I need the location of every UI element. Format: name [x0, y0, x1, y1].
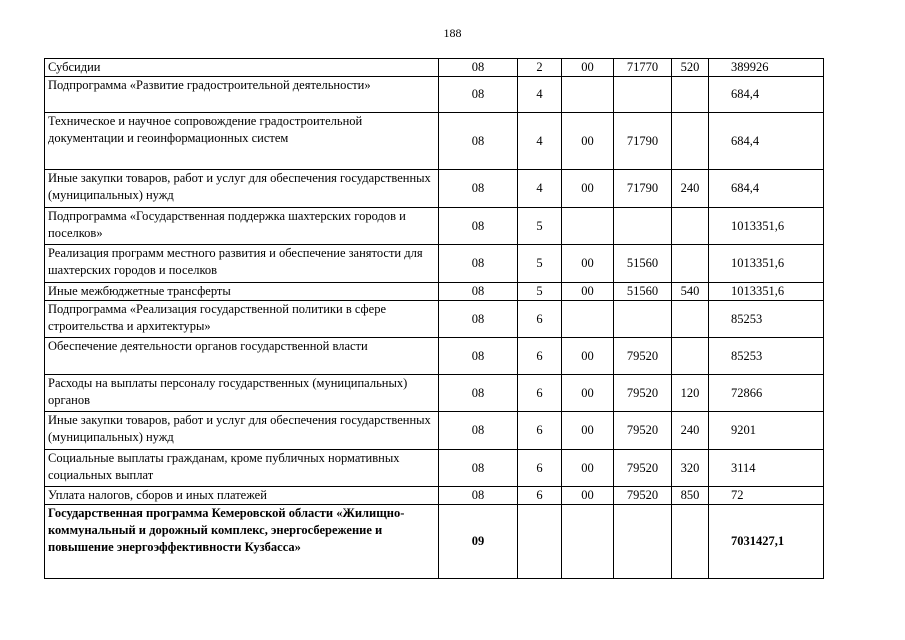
- section-code: 08: [439, 77, 518, 113]
- row-name: Иные закупки товаров, работ и услуг для обеспечения государственных (муниципальных) нужд: [45, 170, 439, 208]
- subprogram-code: [518, 505, 562, 579]
- direction-code: 00: [562, 487, 614, 505]
- expense-type-code: [672, 338, 709, 375]
- amount: 72: [709, 487, 824, 505]
- expense-type-code: 240: [672, 412, 709, 450]
- amount: 1013351,6: [709, 208, 824, 245]
- section-code: 08: [439, 245, 518, 283]
- table-row: [45, 301, 824, 338]
- expense-code: 79520: [614, 338, 672, 375]
- subprogram-code: 5: [518, 245, 562, 283]
- direction-code: 00: [562, 170, 614, 208]
- section-code: 08: [439, 208, 518, 245]
- direction-code: 00: [562, 283, 614, 301]
- expense-code: [614, 208, 672, 245]
- row-name: Социальные выплаты гражданам, кроме публичных нормативных социальных выплат: [45, 450, 439, 487]
- section-code: 08: [439, 375, 518, 412]
- amount: 1013351,6: [709, 245, 824, 283]
- expense-code: [614, 505, 672, 579]
- expense-type-code: [672, 113, 709, 170]
- section-code: 08: [439, 113, 518, 170]
- expense-type-code: [672, 208, 709, 245]
- section-code: 08: [439, 338, 518, 375]
- table-row: [45, 338, 824, 375]
- expense-code: 79520: [614, 487, 672, 505]
- amount: 684,4: [709, 170, 824, 208]
- expense-code: 71790: [614, 170, 672, 208]
- expense-code: 51560: [614, 245, 672, 283]
- table-row: [45, 59, 824, 77]
- amount: 684,4: [709, 77, 824, 113]
- expense-type-code: [672, 301, 709, 338]
- expense-code: 71790: [614, 113, 672, 170]
- amount: 3114: [709, 450, 824, 487]
- table-row: [45, 77, 824, 113]
- table-row: [45, 283, 824, 301]
- amount: 9201: [709, 412, 824, 450]
- row-name: Уплата налогов, сборов и иных платежей: [45, 487, 439, 505]
- row-name: Обеспечение деятельности органов государственной власти: [45, 338, 439, 375]
- subprogram-code: 5: [518, 208, 562, 245]
- subprogram-code: 6: [518, 301, 562, 338]
- row-name: Иные межбюджетные трансферты: [45, 283, 439, 301]
- subprogram-code: 6: [518, 412, 562, 450]
- expense-code: [614, 77, 672, 113]
- table-row: [45, 450, 824, 487]
- section-code: 08: [439, 487, 518, 505]
- table-row: [45, 505, 824, 579]
- section-code: 08: [439, 412, 518, 450]
- row-name: Подпрограмма «Развитие градостроительной деятельности»: [45, 77, 439, 113]
- section-code: 08: [439, 450, 518, 487]
- table-row: [45, 170, 824, 208]
- row-name: Расходы на выплаты персоналу государственных (муниципальных) органов: [45, 375, 439, 412]
- subprogram-code: 2: [518, 59, 562, 77]
- direction-code: 00: [562, 450, 614, 487]
- table-row: [45, 245, 824, 283]
- expense-code: 51560: [614, 283, 672, 301]
- direction-code: 00: [562, 113, 614, 170]
- expense-type-code: 120: [672, 375, 709, 412]
- row-name: Техническое и научное сопровождение градостроительной документации и геоинформационных систем: [45, 113, 439, 170]
- row-name: Подпрограмма «Государственная поддержка шахтерских городов и поселков»: [45, 208, 439, 245]
- direction-code: 00: [562, 412, 614, 450]
- expense-code: 79520: [614, 412, 672, 450]
- section-code: 08: [439, 170, 518, 208]
- expense-type-code: [672, 505, 709, 579]
- section-code: 08: [439, 59, 518, 77]
- expense-code: 79520: [614, 450, 672, 487]
- row-name: Иные закупки товаров, работ и услуг для обеспечения государственных (муниципальных) нужд: [45, 412, 439, 450]
- expense-code: 79520: [614, 375, 672, 412]
- expense-type-code: 520: [672, 59, 709, 77]
- table-row: [45, 487, 824, 505]
- direction-code: [562, 301, 614, 338]
- expense-type-code: 540: [672, 283, 709, 301]
- amount: 85253: [709, 338, 824, 375]
- page-number: 188: [443, 26, 462, 40]
- row-name: Государственная программа Кемеровской области «Жилищно-коммунальный и дорожный комплекс, энергосбережение и повышение энергоэффективности Кузбасса»: [45, 505, 439, 579]
- subprogram-code: 6: [518, 338, 562, 375]
- direction-code: 00: [562, 375, 614, 412]
- subprogram-code: 4: [518, 113, 562, 170]
- amount: 684,4: [709, 113, 824, 170]
- expense-code: [614, 301, 672, 338]
- table-row: [45, 375, 824, 412]
- amount: 389926: [709, 59, 824, 77]
- amount: 1013351,6: [709, 283, 824, 301]
- direction-code: 00: [562, 338, 614, 375]
- subprogram-code: 5: [518, 283, 562, 301]
- budget-table: [44, 58, 824, 579]
- direction-code: 00: [562, 59, 614, 77]
- row-name: Субсидии: [45, 59, 439, 77]
- subprogram-code: 6: [518, 450, 562, 487]
- expense-type-code: 320: [672, 450, 709, 487]
- row-name: Реализация программ местного развития и обеспечение занятости для шахтерских городов и поселков: [45, 245, 439, 283]
- direction-code: [562, 77, 614, 113]
- row-name: Подпрограмма «Реализация государственной политики в сфере строительства и архитектуры»: [45, 301, 439, 338]
- subprogram-code: 6: [518, 375, 562, 412]
- subprogram-code: 6: [518, 487, 562, 505]
- expense-type-code: 240: [672, 170, 709, 208]
- subprogram-code: 4: [518, 77, 562, 113]
- table-row: [45, 208, 824, 245]
- direction-code: [562, 505, 614, 579]
- table-row: [45, 113, 824, 170]
- table-row: [45, 412, 824, 450]
- expense-type-code: [672, 77, 709, 113]
- amount: 85253: [709, 301, 824, 338]
- subprogram-code: 4: [518, 170, 562, 208]
- expense-type-code: 850: [672, 487, 709, 505]
- expense-code: 71770: [614, 59, 672, 77]
- amount: 7031427,1: [709, 505, 824, 579]
- expense-type-code: [672, 245, 709, 283]
- direction-code: [562, 208, 614, 245]
- direction-code: 00: [562, 245, 614, 283]
- section-code: 09: [439, 505, 518, 579]
- section-code: 08: [439, 301, 518, 338]
- amount: 72866: [709, 375, 824, 412]
- section-code: 08: [439, 283, 518, 301]
